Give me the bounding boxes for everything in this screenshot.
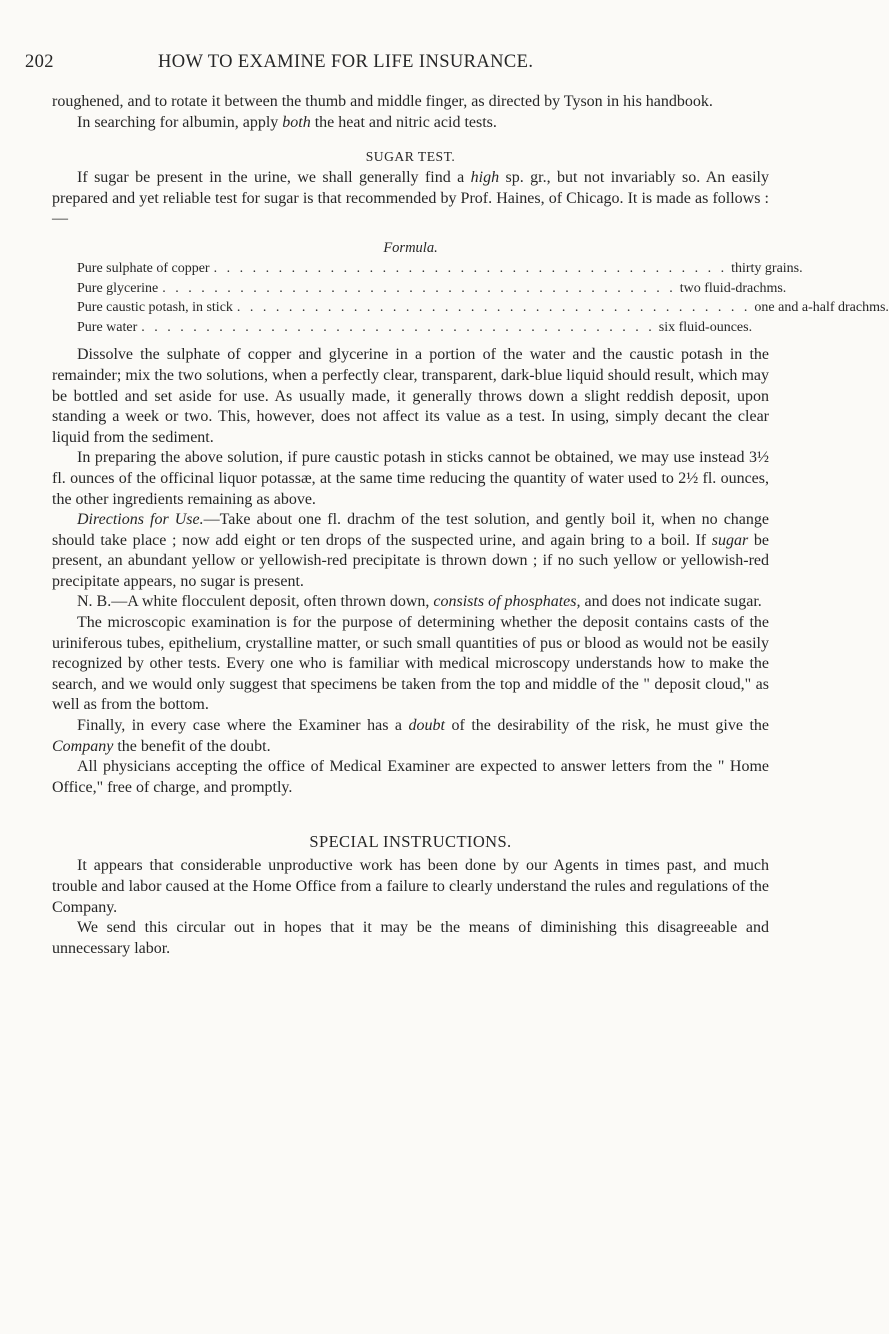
text-run: Finally, in every case where the Examiner has a bbox=[77, 717, 409, 735]
paragraph-special-1: It appears that considerable unproductive work has been done by our Agents in times past, and much trouble and labor caused at the Home Office from a failure to clearly understand the rules and regulations of the Company. bbox=[52, 857, 769, 916]
emphasis: sugar bbox=[711, 531, 749, 549]
paragraph-finally bbox=[52, 716, 769, 757]
paragraph-sugar-intro bbox=[52, 168, 769, 230]
text-run: —Take about one fl. drachm of the test solution, and gently boil it, when no change should take place ; now add eight or ten drops of the suspected urine, and again bring to a boil. If bbox=[52, 511, 770, 549]
paragraph-dissolve: Dissolve the sulphate of copper and glycerine in a portion of the water and the caustic potash in the remainder; mix the two solutions, when a perfectly clear, transparent, dark-blue liquid should result, which may be bottled and set aside for use. As usually made, it generally throws down a slight reddish deposit, upon standing a week or two. This, however, does not affect its value as a test. In using, simply decant the clear liquid from the sediment. bbox=[52, 346, 769, 446]
paragraph-special-2: We send this circular out in hopes that it may be the means of diminishing this disagreeable and unnecessary labor. bbox=[52, 919, 769, 957]
formula-row bbox=[77, 259, 803, 279]
text-run: be present, an abundant yellow or yellowish-red precipitate is thrown down ; if no such yellow or yellowish-red precipitate appears, no sugar is present. bbox=[52, 531, 769, 590]
paragraph-preparing: In preparing the above solution, if pure caustic potash in sticks cannot be obtained, we may use instead 3½ fl. ounces of the officinal liquor potassæ, at the same time reducing the quantity of water used to 2½ fl. ounces, the other ingredients remaining as above. bbox=[52, 449, 769, 508]
paragraph-microscopic: The microscopic examination is for the purpose of determining whether the deposit contains casts of the uriniferous tubes, epithelium, crystalline matter, or such small quantities of pus or blood as would not be easily recognized by other tests. Every one who is familiar with medical microscopy understands how to make the search, and we would only suggest that specimens be taken from the top and middle of the " deposit cloud," as well as from the bottom. bbox=[52, 614, 769, 714]
paragraph-continuation: roughened, and to rotate it between the thumb and middle finger, as directed by Tyson in his handbook. bbox=[52, 93, 713, 110]
text-run: N. B.—A white flocculent deposit, often thrown down, bbox=[77, 593, 434, 611]
formula-ingredient: Pure caustic potash, in stick bbox=[77, 300, 233, 316]
dot-leader: . . . . . . . . . . . . . . . . . . . . . . . . . . . . . . . . . . . . . . . . bbox=[162, 280, 676, 296]
page-number: 202 bbox=[25, 52, 54, 72]
section-heading-sugar-test: SUGAR TEST. bbox=[365, 149, 456, 165]
text-run: of the desirability of the risk, he must give the bbox=[445, 717, 770, 735]
paragraph-nb bbox=[52, 592, 769, 613]
emphasis: Company bbox=[52, 737, 114, 755]
formula-row bbox=[77, 279, 787, 299]
page-body bbox=[52, 92, 889, 959]
dot-leader: . . . . . . . . . . . . . . . . . . . . . . . . . . . . . . . . . . . . . . . . bbox=[213, 260, 728, 276]
text-run: the benefit of the doubt. bbox=[113, 737, 271, 755]
text-run: the heat and nitric acid tests. bbox=[310, 113, 497, 131]
paragraph-physicians: All physicians accepting the office of Medical Examiner are expected to answer letters from the " Home Office," free of charge, and promptly. bbox=[52, 758, 769, 796]
text-run: In searching for albumin, apply bbox=[77, 113, 283, 131]
formula-quantity: thirty grains. bbox=[731, 260, 803, 276]
text-run: and does not indicate sugar. bbox=[580, 593, 762, 611]
dot-leader: . . . . . . . . . . . . . . . . . . . . . . . . . . . . . . . . . . . . . . . . bbox=[236, 300, 751, 316]
emphasis: both bbox=[282, 113, 311, 131]
formula-ingredient: Pure glycerine bbox=[77, 280, 159, 296]
formula-quantity: six fluid-ounces. bbox=[658, 319, 753, 335]
paragraph-albumin bbox=[52, 113, 769, 134]
formula-quantity: one and a-half drachms. bbox=[754, 300, 889, 316]
dot-leader: . . . . . . . . . . . . . . . . . . . . . . . . . . . . . . . . . . . . . . . . bbox=[141, 319, 655, 335]
section-heading-special-instructions: SPECIAL INSTRUCTIONS. bbox=[309, 832, 512, 852]
running-title: HOW TO EXAMINE FOR LIFE INSURANCE. bbox=[158, 52, 534, 72]
emphasis: consists of phosphates, bbox=[433, 593, 581, 611]
formula-row bbox=[77, 318, 753, 338]
formula-ingredient: Pure sulphate of copper bbox=[77, 260, 210, 276]
text-run: sp. gr., but not invariably so. An easily prepared and yet reliable test for sugar is that recommended by Prof. Haines, of Chicago. It is made as follows :— bbox=[52, 169, 769, 228]
formula-title: Formula. bbox=[383, 239, 438, 256]
emphasis: doubt bbox=[408, 717, 445, 735]
paragraph-directions bbox=[52, 510, 769, 592]
text-run: If sugar be present in the urine, we shall generally find a bbox=[77, 169, 471, 187]
emphasis: high bbox=[470, 169, 500, 187]
formula-list bbox=[77, 259, 889, 337]
emphasis: Directions for Use. bbox=[77, 511, 204, 529]
formula-row bbox=[77, 298, 889, 318]
formula-quantity: two fluid-drachms. bbox=[679, 280, 787, 296]
formula-ingredient: Pure water bbox=[77, 319, 138, 335]
